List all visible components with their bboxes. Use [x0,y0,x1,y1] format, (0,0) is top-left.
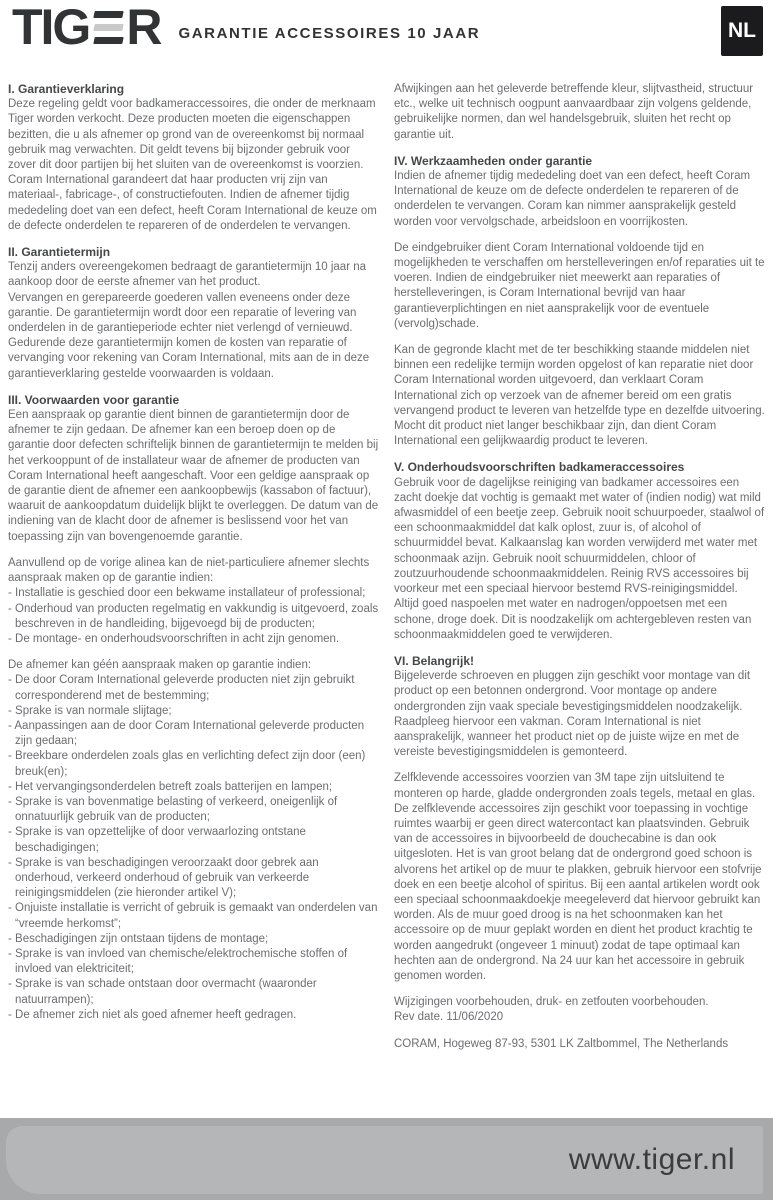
paragraph: Deze regeling geldt voor badkameraccessoires, die onder de merknaam Tiger worden verkocht. Deze producten moeten die eigenschappen bezitten, die u als afnemer op grond van de overeenkomst bij normaal gebruik mag verwachten. Dit geldt tevens bij bijzonder gebruik voor zover dit door partijen bij het sluiten van de overeenkomst is voorzien. Coram International garandeert dat haar producten vrij zijn van materiaal-, fabricage-, of constructiefouten. Indien de afnemer tijdig mededeling doet van een defect, heeft Coram International de keuze om de defecte onderdelen te repareren of de onderdelen te vervangen. [8,98,377,232]
paragraph: De eindgebruiker dient Coram International voldoende tijd en mogelijkheden te verschaffen om herstelleveringen en/of reparaties uit te voeren. Indien de eindgebruiker niet meewerkt aan reparaties of herstelleveringen, is Coram International bevrijd van haar garantieverplichtingen en niet aansprakelijk voor de eventuele (vervolg)schade. [394,241,765,330]
section-heading: I. Garantieverklaring [8,82,125,96]
list-item: - Sprake is van beschadigingen veroorzaakt door gebrek aan onderhoud, verkeerd onderhoud of gebruik van verkeerde reinigingsmiddelen (zie hieronder artikel V); [8,856,319,900]
paragraph: Afwijkingen aan het geleverde betreffende kleur, slijtvastheid, structuur etc., welke uit technisch oogpunt aanvaardbaar zijn volgens geldende, gebruikelijke normen, dan wel handelsgebruik, sluiten het recht op garantie uit. [394,83,754,141]
list-item: - De door Coram International geleverde producten niet zijn gebruikt corresponderend met de bestemming; [8,674,355,702]
paragraph: Gedurende deze garantietermijn komen de kosten van reparatie of vervanging voor rekening van Coram International, mits aan de in deze garantieverklaring gestelde voorwaarden is voldaan. [8,337,370,380]
spacer [394,143,765,154]
paragraph: Gebruik voor de dagelijkse reiniging van badkamer accessoires een zacht doekje dat vochtig is gemaakt met water of (indien nodig) wat mild afwasmiddel of een beetje zeep. Gebruik nooit schuurpoeder, staalwol of een schoonmaakmiddel dat kalk oplost, zuur is, of alcohol of schuurmiddel bevat. Kalkaanslag kan worden verwijderd met water met schoonmaak azijn. Gebruik nooit schuurmiddelen, chloor of zoutzuurhoudende schoonmaakmiddelen. Reinig RVS accessoires bij voorkeur met een speciaal hiervoor bestemd RVS-reinigingsmiddel. Altijd goed naspoelen met water en nadrogen/oppoetsen met een schone, droge doek. Dit is noodzakelijk om achtergebleven resten van schoonmaakmiddelen goed te verwijderen. [394,476,765,641]
paragraph: Aanvullend op de vorige alinea kan de niet-particuliere afnemer slechts aanspraak maken op de garantie indien: [8,556,370,585]
paragraph: Wijzigingen voorbehouden, druk- en zetfouten voorbehouden. [394,996,709,1009]
section-heading: IV. Werkzaamheden onder garantie [394,153,593,168]
logo-stylized-e-icon [94,11,123,44]
paragraph: Vervangen en gerepareerde goederen vallen eveneens onder deze garantie. De garantietermijn wordt door een reparatie of levering van onderdelen in de garantieperiode echter niet verlengd of vernieuwd. [8,291,357,335]
list-item: - Sprake is van normale slijtage; [8,704,172,717]
spacer [8,382,379,393]
content-columns [0,82,773,1052]
column-left [8,82,379,1052]
spacer [394,984,765,995]
logo-e-bar-top [94,11,124,18]
footer-bar [6,1126,763,1194]
paragraph: Bijgeleverde schroeven en pluggen zijn geschikt voor montage van dit product op een betonnen ondergrond. Voor montage op andere ondergronden zijn vaak speciale bevestigingsmiddelen noodzakelijk. Raadpleeg hiervoor een vakman. Coram International is niet aansprakelijk, wanneer het product niet op de juiste wijze en met de vereiste bevestigingsmiddelen is gemonteerd. [394,670,751,759]
paragraph: Tenzij anders overeengekomen bedraagt de garantietermijn 10 jaar na aankoop door de eerste afnemer van het product. [8,261,367,289]
list-item: - Beschadigingen zijn ontstaan tijdens de montage; [8,932,269,945]
section-heading: III. Voorwaarden voor garantie [8,392,180,407]
list-item: - Onderhoud van producten regelmatig en vakkundig is uitgevoerd, zoals beschreven in de handleiding, bijgevoegd bij de producten; [8,602,379,630]
bullet-list [8,586,379,647]
logo-e-bar-bottom [94,37,124,44]
spacer [394,760,765,771]
list-item: - Het vervangingsonderdelen betreft zoals batterijen en lampen; [8,780,333,793]
list-item: - Sprake is van bovenmatige belasting of verkeerd, oneigenlijk of onnatuurlijk gebruik van de producten; [8,795,338,824]
bullet-list [8,673,379,1023]
list-item: - Sprake is van opzettelijke of door verwaarlozing ontstane beschadigingen; [8,826,306,854]
list-item: - Sprake is van schade ontstaan door overmacht (waaronder natuurrampen); [8,978,317,1006]
logo-letters-tig: TIG [12,0,90,55]
list-item: - Aanpassingen aan de door Coram International geleverde producten zijn gedaan; [8,719,365,748]
spacer [394,643,765,654]
list-item: - Sprake is van invloed van chemische/elektrochemische stoffen of invloed van elektriciteit; [8,947,348,976]
paragraph: Rev date. 11/06/2020 [394,1011,504,1024]
list-item: - Breekbare onderdelen zoals glas en verlichting defect zijn door (een) breuk(en); [8,750,366,778]
column-right [394,82,765,1052]
paragraph: Een aanspraak op garantie dient binnen de garantietermijn door de afnemer te zijn gedaan. De afnemer kan een beroep doen op de garantie door defecten schriftelijk binnen de garantietermijn te melden bij het verkooppunt of de installateur waar de afnemer de producten van Coram International heeft aangeschaft. Voor een geldige aanspraak op de garantie dient de afnemer een aankoopbewijs (kassabon of factuur), waaruit de aankoopdatum duidelijk blijkt te overleggen. De datum van de indiening van de klacht door de afnemer is beslissend voor het van toepassing zijn van bovengenoemde garantie. [8,409,379,543]
spacer [8,647,379,658]
paragraph: Indien de afnemer tijdig mededeling doet van een defect, heeft Coram International de keuze om de defecte onderdelen te repareren of de onderdelen te vervangen. Coram kan nimmer aansprakelijk gesteld worden voor vervolgschade, arbeidsloon en voorrijkosten. [394,170,751,228]
logo-e-bar-middle [94,24,124,31]
list-item: - De afnemer zich niet als goed afnemer heeft gedragen. [8,1008,297,1021]
spacer [394,449,765,460]
language-badge: NL [721,6,763,56]
logo-letter-r: R [126,0,161,55]
paragraph: Zelfklevende accessoires voorzien van 3M tape zijn uitsluitend te monteren op harde, gladde ondergronden zoals tegels, metaal en glas. De zelfklevende accessoires zijn geschikt voor toepassing in vochtige ruimtes waarbij er geen direct watercontact kan plaatsvinden. Gebruik van de accessoires in bijvoorbeeld de douchecabine is dan ook uitgesloten. Het is van groot belang dat de ondergrond goed schoon is alvorens het artikel op de muur te plakken, gebruik hiervoor een stofvrije doek en een beetje alcohol of spiritus. Bij een aantal artikelen wordt ook een speciaal schoonmaakdoekje meegeleverd dat hiervoor gebruikt kan worden. Als de muur goed droog is na het schoonmaken kan het accessoire op de muur geplakt worden en dient het product krachtig te worden aangedrukt (ongeveer 1 minuut) zodat de tape optimaal kan hechten aan de ondergrond. Na 24 uur kan het accessoire in gebruik genomen worden. [394,772,762,982]
tiger-logo [12,0,161,55]
spacer [394,332,765,343]
section-heading: V. Onderhoudsvoorschriften badkameraccessoires [394,460,685,475]
paragraph: CORAM, Hogeweg 87-93, 5301 LK Zaltbommel, The Netherlands [394,1037,729,1050]
list-item: - Onjuiste installatie is verricht of gebruik is gemaakt van onderdelen van “vreemde herkomst”; [8,902,378,930]
list-item: - Installatie is geschied door een bekwame installateur of professional; [8,587,366,600]
spacer [8,545,379,556]
list-item: - De montage- en onderhoudsvoorschriften in acht zijn genomen. [8,632,340,645]
spacer [394,1026,765,1037]
spacer [8,234,379,245]
section-heading: VI. Belangrijk! [394,653,475,668]
section-heading: II. Garantietermijn [8,245,111,260]
spacer [394,230,765,241]
paragraph: Kan de gegronde klacht met de ter beschikking staande middelen niet binnen een redelijke termijn worden opgelost of kan reparatie niet door Coram International worden uitgevoerd, dan verklaart Coram International zich op verzoek van de afnemer bereid om een gratis vervangend product te leveren van hetzelfde type en dezelfde uitvoering. Mocht dit product niet langer beschikbaar zijn, dan dient Coram International een gelijkwaardig product te leveren. [394,344,765,448]
website-text: www.tiger.nl [568,1143,735,1176]
paragraph: De afnemer kan géén aanspraak maken op garantie indien: [8,659,312,672]
document-header [0,0,773,58]
document-title: GARANTIE ACCESSOIRES 10 JAAR [178,25,481,42]
